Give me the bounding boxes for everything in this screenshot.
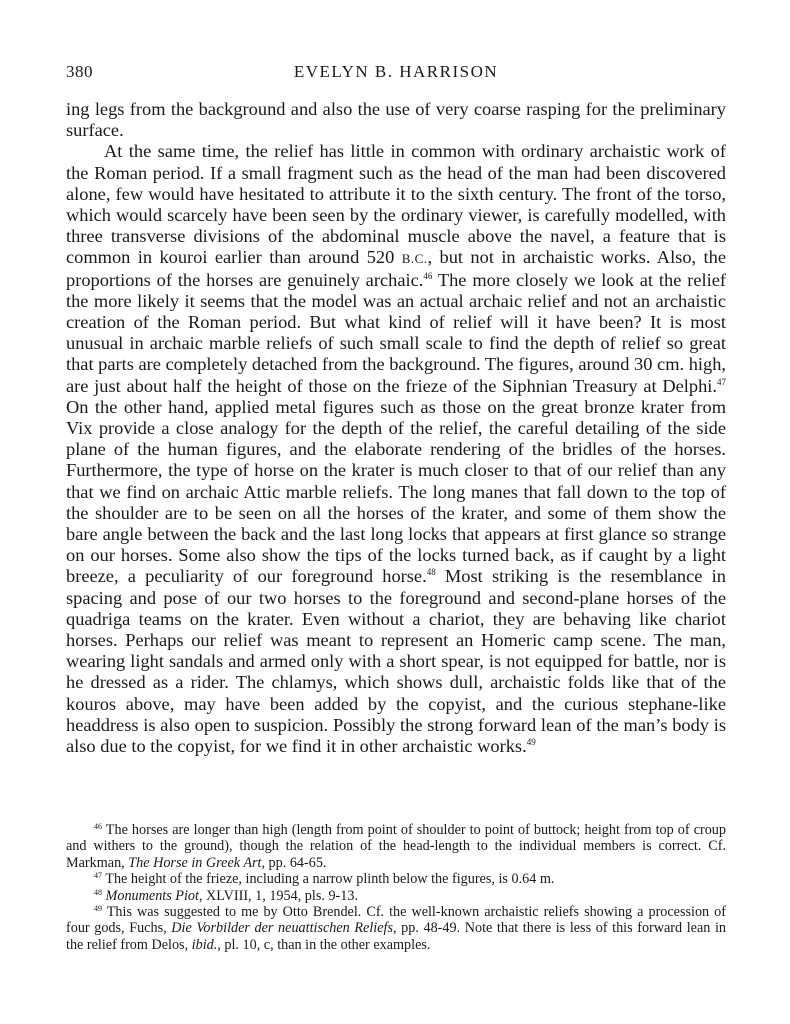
footnote-number: 46 — [94, 822, 102, 831]
footnote-ref-47[interactable]: 47 — [717, 376, 726, 387]
footnotes — [66, 822, 726, 953]
text-run: The more closely we look at the relief the more likely it seems that the model was an actual archaic relief and not an archaistic creation of the Roman period. But what kind of relief will it have been? It is most unusual in archaic marble reliefs of such small scale to find the depth of relief so great that parts are completely detached from the background. The figures, around 30 cm. high, are just about half the height of those on the frieze of the Siphnian Treasury at Delphi. — [66, 269, 727, 396]
footnote-number: 47 — [94, 871, 102, 881]
footnote-text: , XLVIII, 1, 1954, pls. 9-13. — [198, 887, 359, 904]
footnote-text: , pp. 48-49. Note that there is less of this forward lean in the relief from Delos, — [66, 920, 727, 953]
book-title: The Horse in Greek Art — [128, 854, 262, 871]
ibid: ibid. — [191, 936, 218, 953]
footnote-48 — [66, 888, 726, 904]
footnote-text: , pp. 64-65. — [261, 854, 327, 871]
footnote-number: 49 — [94, 904, 102, 914]
paragraph-continued: ing legs from the background and also the use of very coarse rasping for the preliminary surface. — [66, 99, 726, 141]
paragraph-main — [66, 141, 726, 757]
text-run: At the same time, the relief has little in common with ordinary archaistic work of the Roman period. If a small fragment such as the head of the man had been discovered alone, few would have hesitated to attribute it to the sixth century. The front of the torso, which would scarcely have been seen by the ordinary viewer, is carefully modelled, with three transverse divisions of the abdominal muscle above the navel, a feature that is common in kouroi earlier than around 520 — [66, 141, 726, 268]
body-text — [66, 99, 726, 757]
journal-title: Monuments Piot — [105, 887, 199, 904]
footnote-text: The height of the frieze, including a narrow plinth below the figures, is 0.64 m. — [102, 871, 555, 888]
book-title: Die Vorbilder der neuattischen Reliefs — [171, 920, 393, 937]
running-header — [66, 62, 726, 86]
footnote-46 — [66, 822, 726, 871]
footnote-number: 48 — [94, 887, 102, 897]
running-head-author: EVELYN B. HARRISON — [293, 62, 499, 81]
footnote-ref-48[interactable]: 48 — [426, 567, 436, 578]
text-run: Most striking is the resemblance in spacing and pose of our two horses to the foreground and second-plane horses of the quadriga teams on the krater. Even without a chariot, they are behaving like chariot horses. Perhaps our relief was meant to represent an Homeric camp scene. The man, wearing light sandals and armed only with a short spear, is not equipped for battle, nor is he dressed as a rider. The chlamys, which shows dull, archaistic folds like that of the kouros above, may have been added by the copyist, and the curious stephane-like headdress is also open to suspicion. Possibly the strong forward lean of the man’s body is also due to the copyist, for we find it in other archaistic works. — [66, 566, 726, 757]
text-run: , but not in archaistic works. Also, the proportions of the horses are genuinely archaic. — [66, 247, 726, 290]
footnote-ref-46[interactable]: 46 — [423, 270, 433, 281]
text-run: On the other hand, applied metal figures such as those on the great bronze krater from Vix provide a close analogy for the depth of the relief, the careful detailing of the side plane of the human figures, and the elaborate rendering of the bridles of the horses. Furthermore, the type of horse on the krater is much closer to that of our relief than any that we find on archaic Attic marble reliefs. The long manes that fall down to the top of the shoulder are to be seen on all the horses of the krater, and some of them show the bare angle between the back and the last long locks that appears at first glance so strange on our horses. Some also show the tips of the locks turned back, as if caught by a light breeze, a peculiarity of our foreground horse. — [66, 396, 726, 587]
footnote-ref-49[interactable]: 49 — [526, 737, 536, 748]
footnote-text: , pl. 10, c, than in the other examples. — [217, 936, 431, 953]
small-caps-bc: B.C. — [401, 251, 428, 267]
footnote-47 — [66, 871, 726, 887]
footnote-text: The horses are longer than high (length from point of shoulder to point of buttock; height from top of croup and withers to the ground), though the relation of the head-length to the individual members is correct. Cf. Markman, — [66, 822, 726, 871]
page-number: 380 — [66, 62, 93, 81]
footnote-text: This was suggested to me by Otto Brendel. Cf. the well-known archaistic reliefs showing a procession of four gods, Fuchs, — [66, 904, 726, 937]
footnote-49 — [66, 904, 726, 953]
